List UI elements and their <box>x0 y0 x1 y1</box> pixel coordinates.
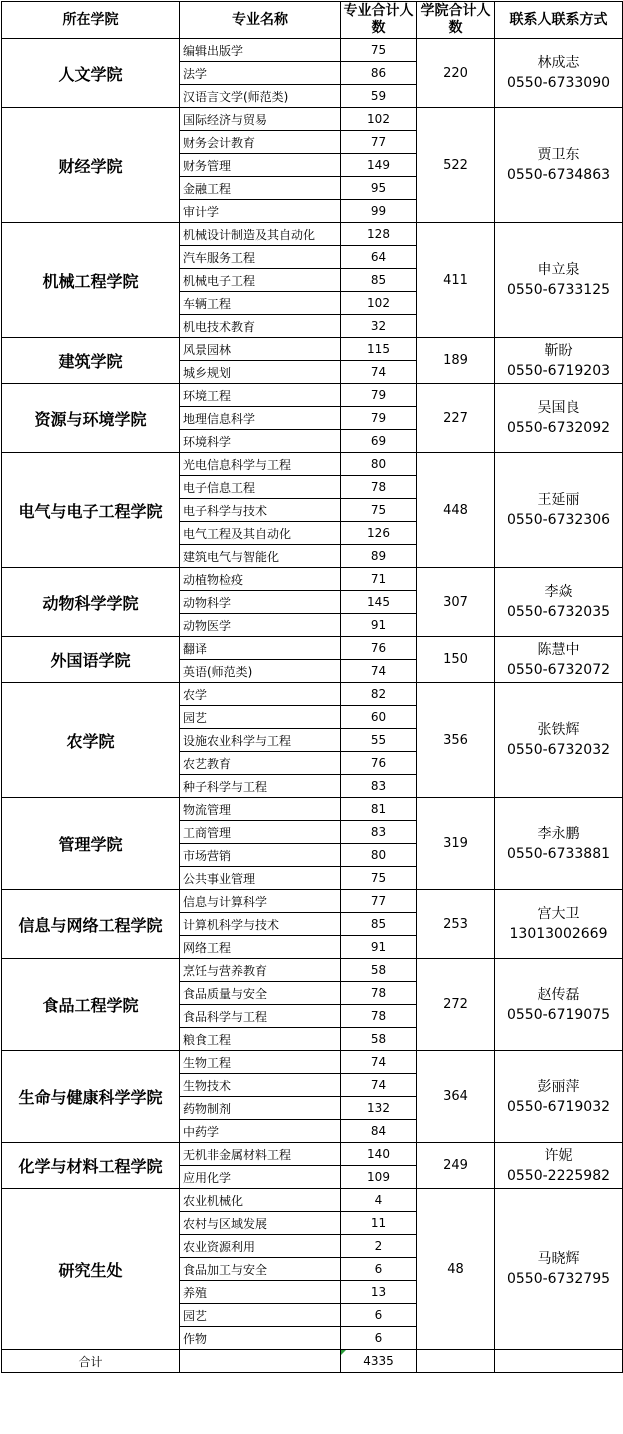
major-name: 农学 <box>180 683 341 706</box>
major-count: 60 <box>341 706 417 729</box>
major-name: 生物技术 <box>180 1074 341 1097</box>
contact-cell <box>495 1189 623 1350</box>
major-name: 机械设计制造及其自动化 <box>180 223 341 246</box>
header-contact: 联系人联系方式 <box>495 2 623 39</box>
major-count: 79 <box>341 384 417 407</box>
summary-label: 合计 <box>2 1350 180 1373</box>
table-row <box>2 637 623 660</box>
major-count: 102 <box>341 108 417 131</box>
college-total: 448 <box>417 453 495 568</box>
major-count: 84 <box>341 1120 417 1143</box>
major-name: 城乡规划 <box>180 361 341 384</box>
college-total: 272 <box>417 959 495 1051</box>
college-name: 生命与健康科学学院 <box>2 1051 180 1143</box>
contact-cell <box>495 384 623 453</box>
major-count: 32 <box>341 315 417 338</box>
college-name: 电气与电子工程学院 <box>2 453 180 568</box>
major-count: 79 <box>341 407 417 430</box>
major-count: 132 <box>341 1097 417 1120</box>
major-count: 99 <box>341 200 417 223</box>
contact-name: 彭丽萍 <box>537 1078 580 1095</box>
major-count: 115 <box>341 338 417 361</box>
major-name: 国际经济与贸易 <box>180 108 341 131</box>
major-name: 工商管理 <box>180 821 341 844</box>
table-row <box>2 1051 623 1074</box>
header-major-total: 专业合计人数 <box>341 2 417 39</box>
contact-cell <box>495 683 623 798</box>
major-count: 74 <box>341 361 417 384</box>
contact-name: 王延丽 <box>537 492 580 508</box>
contact-name: 靳盼 <box>544 342 573 359</box>
major-count: 6 <box>341 1327 417 1350</box>
contact-name: 宫大卫 <box>537 906 580 922</box>
table-row <box>2 39 623 62</box>
major-count: 78 <box>341 476 417 499</box>
summary-empty <box>417 1350 495 1373</box>
major-name: 农业机械化 <box>180 1189 341 1212</box>
header-college: 所在学院 <box>2 2 180 39</box>
major-name: 生物工程 <box>180 1051 341 1074</box>
major-count: 91 <box>341 936 417 959</box>
major-count: 126 <box>341 522 417 545</box>
major-name: 农艺教育 <box>180 752 341 775</box>
contact-phone: 0550-6733090 <box>506 75 611 91</box>
college-name: 农学院 <box>2 683 180 798</box>
major-name: 农业资源利用 <box>180 1235 341 1258</box>
college-name: 人文学院 <box>2 39 180 108</box>
table-row <box>2 1143 623 1166</box>
college-name: 化学与材料工程学院 <box>2 1143 180 1189</box>
major-name: 药物制剂 <box>180 1097 341 1120</box>
header-college-total: 学院合计人数 <box>417 2 495 39</box>
major-count: 77 <box>341 890 417 913</box>
major-count: 75 <box>341 39 417 62</box>
major-count: 128 <box>341 223 417 246</box>
major-count: 58 <box>341 1028 417 1051</box>
contact-cell <box>495 637 623 683</box>
table-row <box>2 683 623 706</box>
college-total: 220 <box>417 39 495 108</box>
major-name: 信息与计算科学 <box>180 890 341 913</box>
major-count: 85 <box>341 269 417 292</box>
major-name: 食品质量与安全 <box>180 982 341 1005</box>
college-name: 食品工程学院 <box>2 959 180 1051</box>
college-total: 356 <box>417 683 495 798</box>
college-total: 150 <box>417 637 495 683</box>
college-total: 48 <box>417 1189 495 1350</box>
college-name: 建筑学院 <box>2 338 180 384</box>
college-name: 外国语学院 <box>2 637 180 683</box>
major-count: 55 <box>341 729 417 752</box>
major-count: 140 <box>341 1143 417 1166</box>
major-name: 养殖 <box>180 1281 341 1304</box>
major-name: 无机非金属材料工程 <box>180 1143 341 1166</box>
major-count: 74 <box>341 660 417 683</box>
major-name: 动植物检疫 <box>180 568 341 591</box>
major-name: 设施农业科学与工程 <box>180 729 341 752</box>
major-name: 动物科学 <box>180 591 341 614</box>
major-name: 汽车服务工程 <box>180 246 341 269</box>
college-total: 411 <box>417 223 495 338</box>
contact-cell <box>495 108 623 223</box>
college-name: 信息与网络工程学院 <box>2 890 180 959</box>
major-count: 78 <box>341 1005 417 1028</box>
major-count: 71 <box>341 568 417 591</box>
header-major: 专业名称 <box>180 2 341 39</box>
college-name: 研究生处 <box>2 1189 180 1350</box>
contact-cell <box>495 338 623 384</box>
major-name: 种子科学与工程 <box>180 775 341 798</box>
contact-phone: 0550-6733881 <box>506 845 611 862</box>
major-count: 82 <box>341 683 417 706</box>
major-name: 网络工程 <box>180 936 341 959</box>
contact-phone: 0550-6719203 <box>506 362 611 379</box>
major-name: 审计学 <box>180 200 341 223</box>
contact-name: 李焱 <box>544 584 573 600</box>
college-name: 资源与环境学院 <box>2 384 180 453</box>
table-row <box>2 384 623 407</box>
major-count: 75 <box>341 499 417 522</box>
major-name: 食品科学与工程 <box>180 1005 341 1028</box>
contact-phone: 0550-6732032 <box>506 742 611 758</box>
major-name: 烹饪与营养教育 <box>180 959 341 982</box>
major-count: 64 <box>341 246 417 269</box>
major-count: 75 <box>341 867 417 890</box>
major-count: 145 <box>341 591 417 614</box>
table-row <box>2 798 623 821</box>
major-name: 公共事业管理 <box>180 867 341 890</box>
table-row <box>2 1189 623 1212</box>
table-row <box>2 568 623 591</box>
contact-phone: 0550-6732795 <box>506 1271 611 1287</box>
major-name: 光电信息科学与工程 <box>180 453 341 476</box>
college-total: 319 <box>417 798 495 890</box>
major-name: 粮食工程 <box>180 1028 341 1051</box>
major-name: 地理信息科学 <box>180 407 341 430</box>
contact-name: 张铁辉 <box>537 722 580 738</box>
college-name: 机械工程学院 <box>2 223 180 338</box>
contact-phone: 0550-6732035 <box>506 604 611 620</box>
major-name: 翻译 <box>180 637 341 660</box>
college-name: 财经学院 <box>2 108 180 223</box>
contact-name: 许妮 <box>544 1147 573 1164</box>
major-count: 76 <box>341 637 417 660</box>
contact-phone: 0550-6719032 <box>506 1098 611 1115</box>
major-count: 13 <box>341 1281 417 1304</box>
major-name: 动物医学 <box>180 614 341 637</box>
major-count: 109 <box>341 1166 417 1189</box>
contact-cell <box>495 223 623 338</box>
contact-cell <box>495 1143 623 1189</box>
college-total: 364 <box>417 1051 495 1143</box>
major-count: 74 <box>341 1051 417 1074</box>
contact-cell <box>495 39 623 108</box>
major-name: 物流管理 <box>180 798 341 821</box>
major-count: 83 <box>341 775 417 798</box>
summary-empty <box>180 1350 341 1373</box>
contact-cell <box>495 959 623 1051</box>
college-total: 189 <box>417 338 495 384</box>
contact-cell <box>495 890 623 959</box>
contact-name: 赵传磊 <box>537 986 580 1003</box>
major-name: 中药学 <box>180 1120 341 1143</box>
major-count: 80 <box>341 844 417 867</box>
summary-row <box>2 1350 623 1373</box>
enrollment-table <box>1 1 623 1373</box>
major-count: 58 <box>341 959 417 982</box>
college-total: 522 <box>417 108 495 223</box>
contact-phone: 0550-6719075 <box>506 1006 611 1023</box>
major-count: 102 <box>341 292 417 315</box>
major-name: 农村与区域发展 <box>180 1212 341 1235</box>
contact-name: 林成志 <box>537 55 580 71</box>
major-name: 风景园林 <box>180 338 341 361</box>
major-name: 应用化学 <box>180 1166 341 1189</box>
table-body <box>2 2 623 1373</box>
table-row <box>2 338 623 361</box>
contact-name: 贾卫东 <box>537 147 580 163</box>
major-count: 59 <box>341 85 417 108</box>
major-name: 计算机科学与技术 <box>180 913 341 936</box>
contact-name: 陈慧中 <box>537 641 580 658</box>
major-count: 11 <box>341 1212 417 1235</box>
contact-cell <box>495 453 623 568</box>
college-total: 307 <box>417 568 495 637</box>
major-count: 6 <box>341 1304 417 1327</box>
contact-phone: 0550-2225982 <box>506 1167 611 1184</box>
major-name: 编辑出版学 <box>180 39 341 62</box>
major-name: 财务管理 <box>180 154 341 177</box>
major-name: 建筑电气与智能化 <box>180 545 341 568</box>
major-count: 74 <box>341 1074 417 1097</box>
major-count: 85 <box>341 913 417 936</box>
major-name: 法学 <box>180 62 341 85</box>
table-row <box>2 959 623 982</box>
contact-cell <box>495 1051 623 1143</box>
contact-phone: 0550-6732072 <box>506 661 611 678</box>
major-count: 77 <box>341 131 417 154</box>
contact-name: 吴国良 <box>537 400 580 416</box>
contact-phone: 13013002669 <box>509 926 608 942</box>
table-row <box>2 890 623 913</box>
header-row <box>2 2 623 39</box>
major-name: 机电技术教育 <box>180 315 341 338</box>
major-name: 环境科学 <box>180 430 341 453</box>
major-count: 6 <box>341 1258 417 1281</box>
major-count: 4 <box>341 1189 417 1212</box>
college-name: 管理学院 <box>2 798 180 890</box>
contact-cell <box>495 568 623 637</box>
major-count: 86 <box>341 62 417 85</box>
major-name: 园艺 <box>180 706 341 729</box>
contact-cell <box>495 798 623 890</box>
table-row <box>2 453 623 476</box>
contact-phone: 0550-6732092 <box>506 420 611 436</box>
college-total: 227 <box>417 384 495 453</box>
major-count: 81 <box>341 798 417 821</box>
major-name: 电子信息工程 <box>180 476 341 499</box>
table-row <box>2 108 623 131</box>
major-name: 金融工程 <box>180 177 341 200</box>
major-name: 汉语言文学(师范类) <box>180 85 341 108</box>
major-name: 英语(师范类) <box>180 660 341 683</box>
college-total: 249 <box>417 1143 495 1189</box>
major-count: 78 <box>341 982 417 1005</box>
major-count: 91 <box>341 614 417 637</box>
major-count: 89 <box>341 545 417 568</box>
contact-name: 李永鹏 <box>537 825 580 842</box>
major-name: 园艺 <box>180 1304 341 1327</box>
major-count: 83 <box>341 821 417 844</box>
major-name: 机械电子工程 <box>180 269 341 292</box>
summary-total: 4335 <box>341 1350 417 1373</box>
major-count: 2 <box>341 1235 417 1258</box>
table-row <box>2 223 623 246</box>
major-name: 车辆工程 <box>180 292 341 315</box>
college-name: 动物科学学院 <box>2 568 180 637</box>
major-name: 食品加工与安全 <box>180 1258 341 1281</box>
major-count: 149 <box>341 154 417 177</box>
college-total: 253 <box>417 890 495 959</box>
contact-name: 申立泉 <box>537 262 580 278</box>
major-name: 电子科学与技术 <box>180 499 341 522</box>
contact-phone: 0550-6734863 <box>506 167 611 183</box>
major-name: 财务会计教育 <box>180 131 341 154</box>
major-count: 69 <box>341 430 417 453</box>
major-name: 市场营销 <box>180 844 341 867</box>
major-name: 电气工程及其自动化 <box>180 522 341 545</box>
summary-empty <box>495 1350 623 1373</box>
contact-phone: 0550-6733125 <box>506 282 611 298</box>
contact-phone: 0550-6732306 <box>506 512 611 528</box>
major-count: 76 <box>341 752 417 775</box>
major-name: 环境工程 <box>180 384 341 407</box>
contact-name: 马晓辉 <box>537 1251 580 1267</box>
major-count: 80 <box>341 453 417 476</box>
major-count: 95 <box>341 177 417 200</box>
major-name: 作物 <box>180 1327 341 1350</box>
